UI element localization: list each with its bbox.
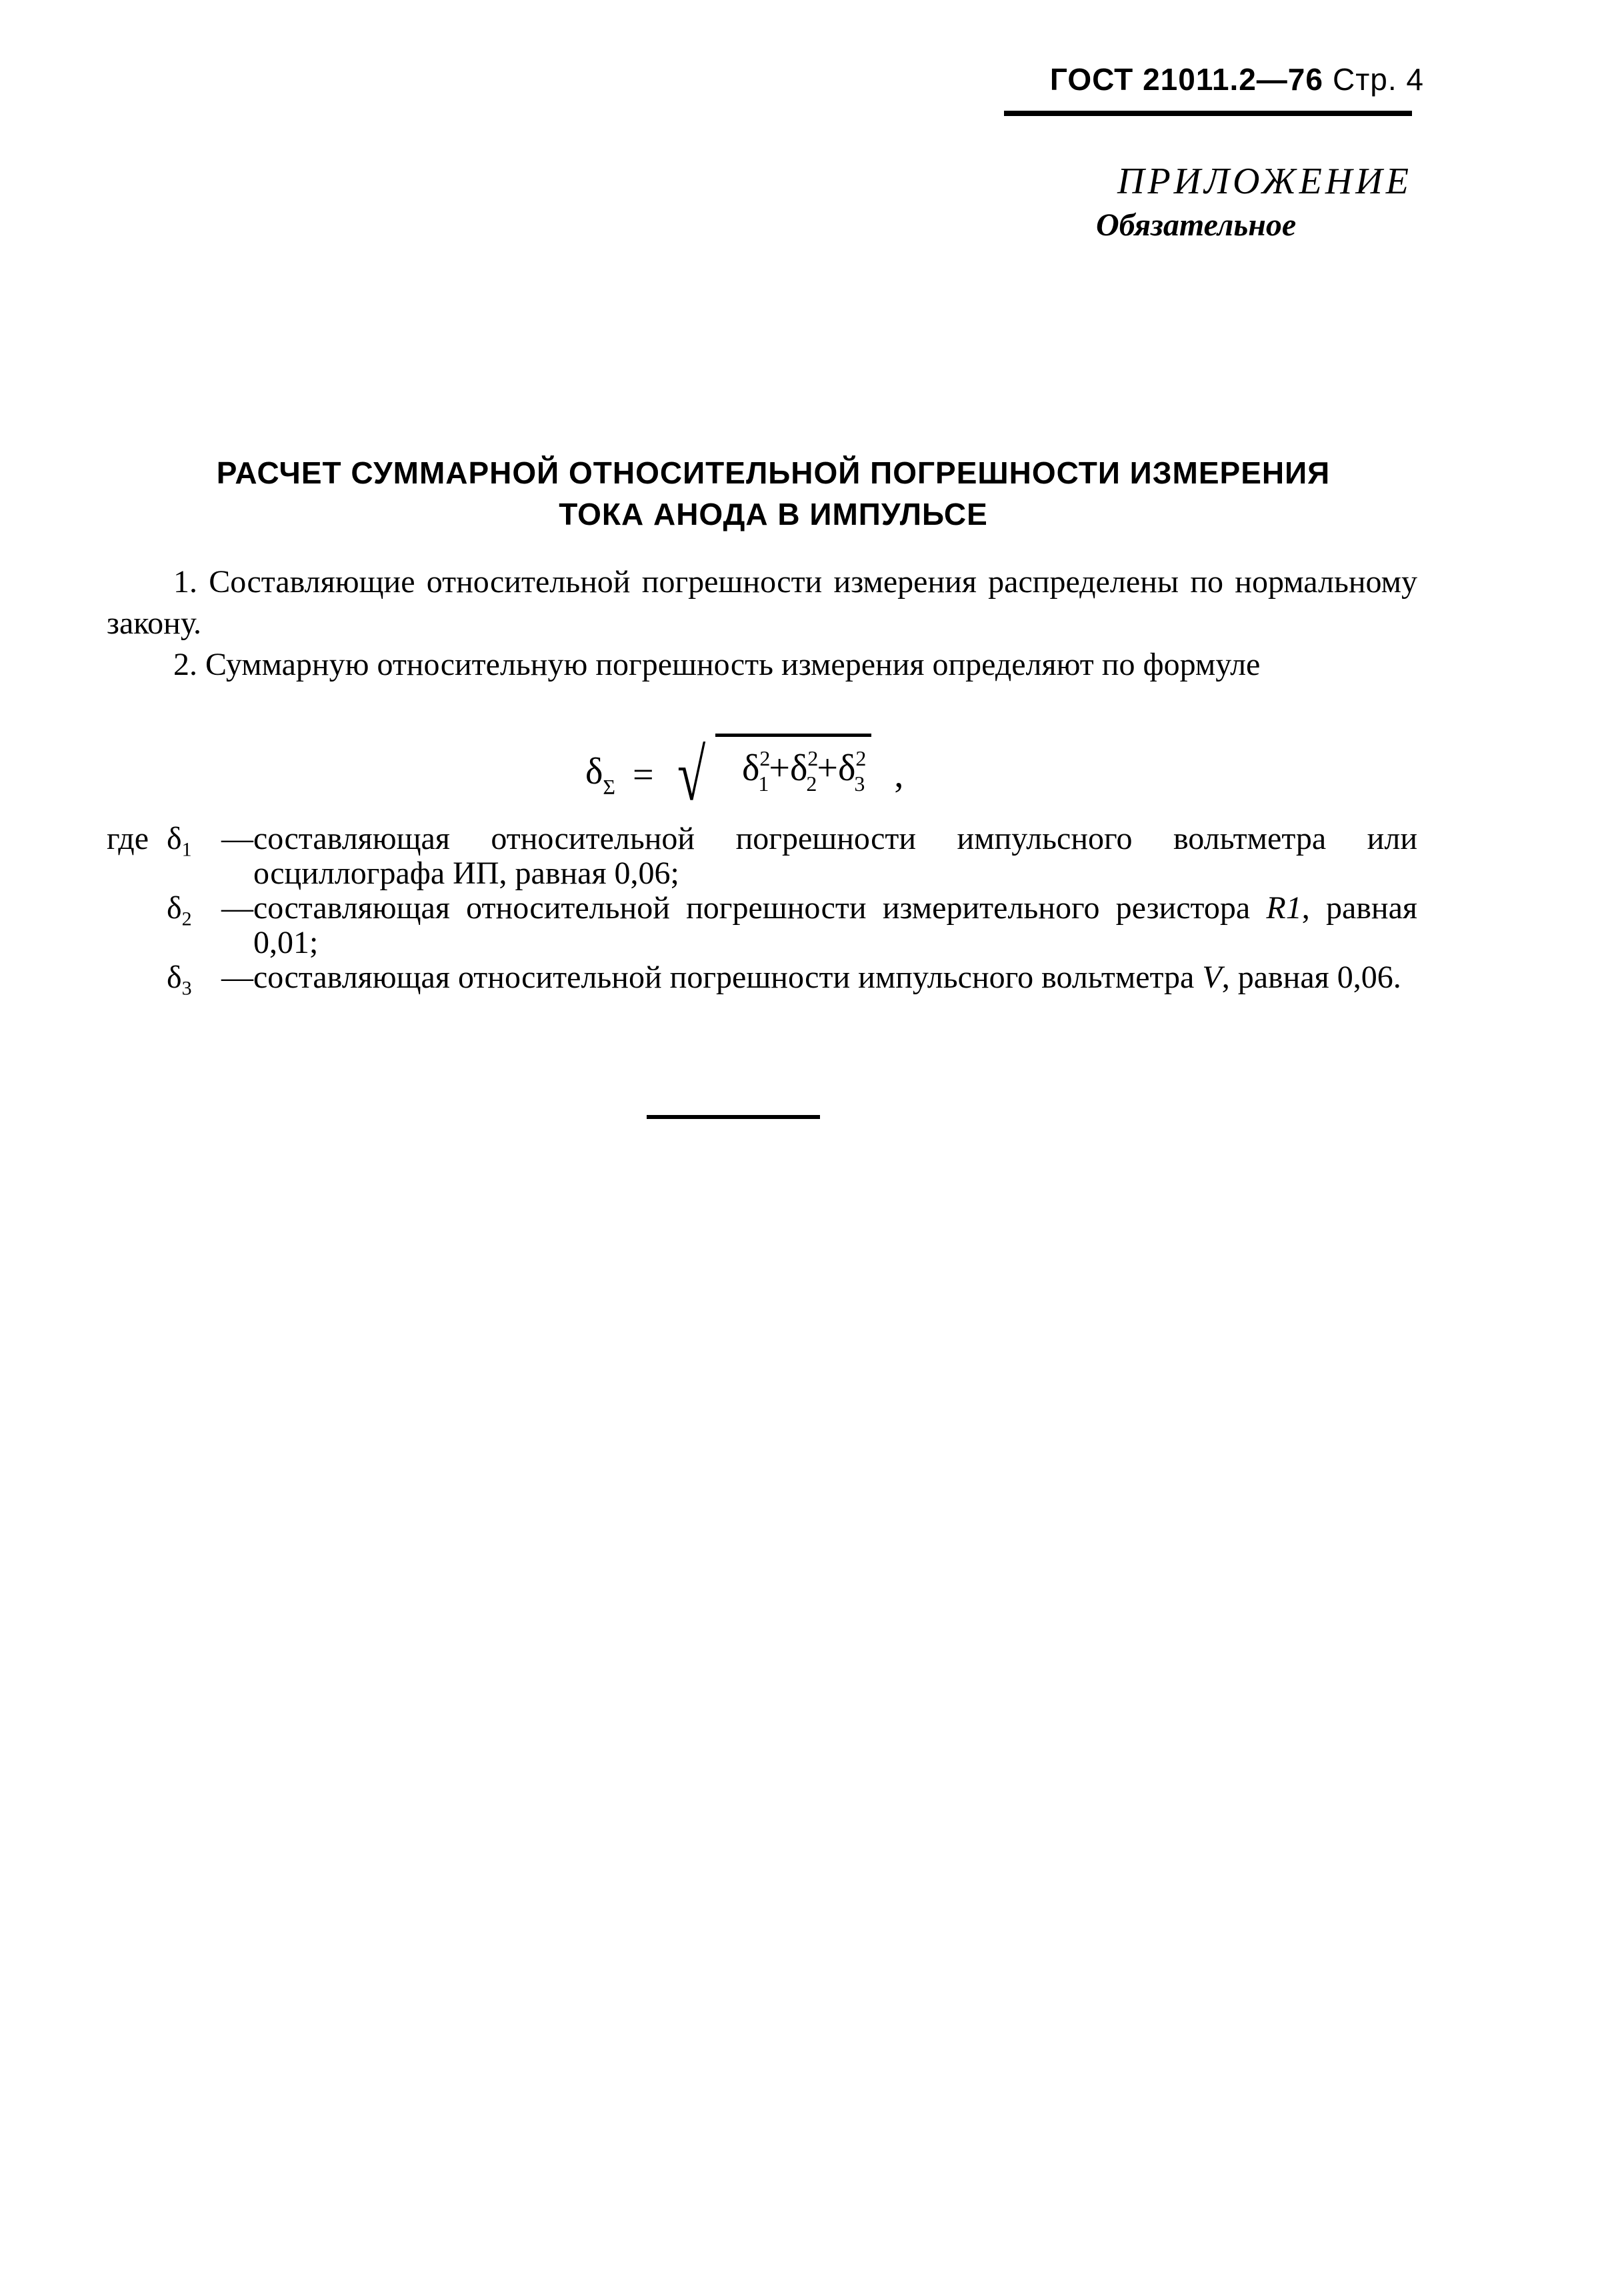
formula-lhs: [585, 750, 615, 800]
term-symbol: δ: [741, 748, 760, 789]
formula-trailing-comma: ,: [894, 754, 904, 796]
variable-definitions: [107, 822, 1417, 1006]
definition-lead: [107, 891, 253, 960]
definition-dash: —: [213, 890, 253, 926]
page-number: Стр. 4: [1332, 62, 1424, 97]
equals-sign: =: [633, 754, 654, 796]
definition-symbol: [167, 822, 213, 868]
end-of-section-rule: [647, 1115, 820, 1119]
symbol-index: 1: [181, 838, 192, 861]
standard-number: ГОСТ 21011.2—76: [1049, 62, 1323, 97]
where-word: где: [107, 821, 149, 856]
square-root: [671, 734, 872, 816]
term-1: [741, 746, 771, 796]
lhs-subscript: Σ: [603, 775, 616, 799]
symbol-index: 2: [181, 908, 192, 930]
appendix-status: Обязательное: [1096, 207, 1297, 243]
definition-text: [253, 960, 1417, 1006]
definition-text-main: составляющая относительной погрешности измерительного резистора: [253, 890, 1267, 926]
term-symbol: δ: [789, 748, 808, 789]
formula-total-error: [585, 728, 903, 822]
appendix-title: ПРИЛОЖЕНИЕ: [1117, 161, 1412, 202]
lhs-symbol: δ: [585, 751, 603, 792]
definition-dash: —: [213, 821, 253, 856]
header-rule: [1004, 111, 1412, 116]
definition-symbol: [167, 891, 213, 937]
plus-sign: +: [769, 748, 790, 789]
term-2: [789, 746, 819, 796]
term-index: 1: [758, 772, 769, 796]
symbol: δ: [167, 890, 182, 926]
definition-delta-1: [107, 822, 1417, 891]
definition-text: составляющая относительной погрешности импульсного вольтметра или осциллографа ИП, равная 0,06;: [253, 821, 1417, 891]
symbol: δ: [167, 821, 182, 856]
term-power: 2: [807, 746, 819, 770]
section-heading-line-2: ТОКА АНОДА В ИМПУЛЬСЕ: [559, 497, 988, 531]
term-index: 2: [806, 772, 817, 796]
root-sign-icon: √: [677, 734, 705, 816]
page-header: [1050, 61, 1424, 97]
definition-symbol: [167, 960, 213, 1006]
symbol-index: 3: [181, 977, 192, 1000]
resistor-reference: R1: [1266, 890, 1302, 926]
term-power: 2: [855, 746, 867, 770]
definition-delta-3: [107, 960, 1417, 1006]
symbol: δ: [167, 960, 182, 995]
paragraph-2: 2. Суммарную относительную погрешность измерения определяют по формуле: [173, 647, 1261, 682]
section-heading-line-1: РАСЧЕТ СУММАРНОЙ ОТНОСИТЕЛЬНОЙ ПОГРЕШНОСТИ ИЗМЕРЕНИЯ: [216, 455, 1331, 490]
definition-delta-2: [107, 891, 1417, 960]
definition-dash: —: [213, 960, 253, 995]
definition-lead: [107, 960, 253, 1006]
definition-lead: [107, 822, 253, 891]
term-symbol: δ: [837, 748, 856, 789]
body-text: [107, 561, 1417, 686]
definition-text: [253, 891, 1417, 960]
plus-sign: +: [817, 748, 838, 789]
term-power: 2: [759, 746, 771, 770]
term-3: [837, 746, 867, 796]
section-heading: [107, 452, 1440, 535]
term-index: 3: [854, 772, 865, 796]
definition-text-main: составляющая относительной погрешности импульсного вольтметра: [253, 960, 1203, 995]
voltmeter-reference: V: [1202, 960, 1222, 995]
paragraph-1: 1. Составляющие относительной погрешности измерения распределены по нормальному закону.: [107, 564, 1417, 641]
definition-value: , равная 0,01;: [253, 890, 1417, 960]
definition-value: , равная 0,06.: [1221, 960, 1401, 995]
radicand: [715, 734, 871, 796]
